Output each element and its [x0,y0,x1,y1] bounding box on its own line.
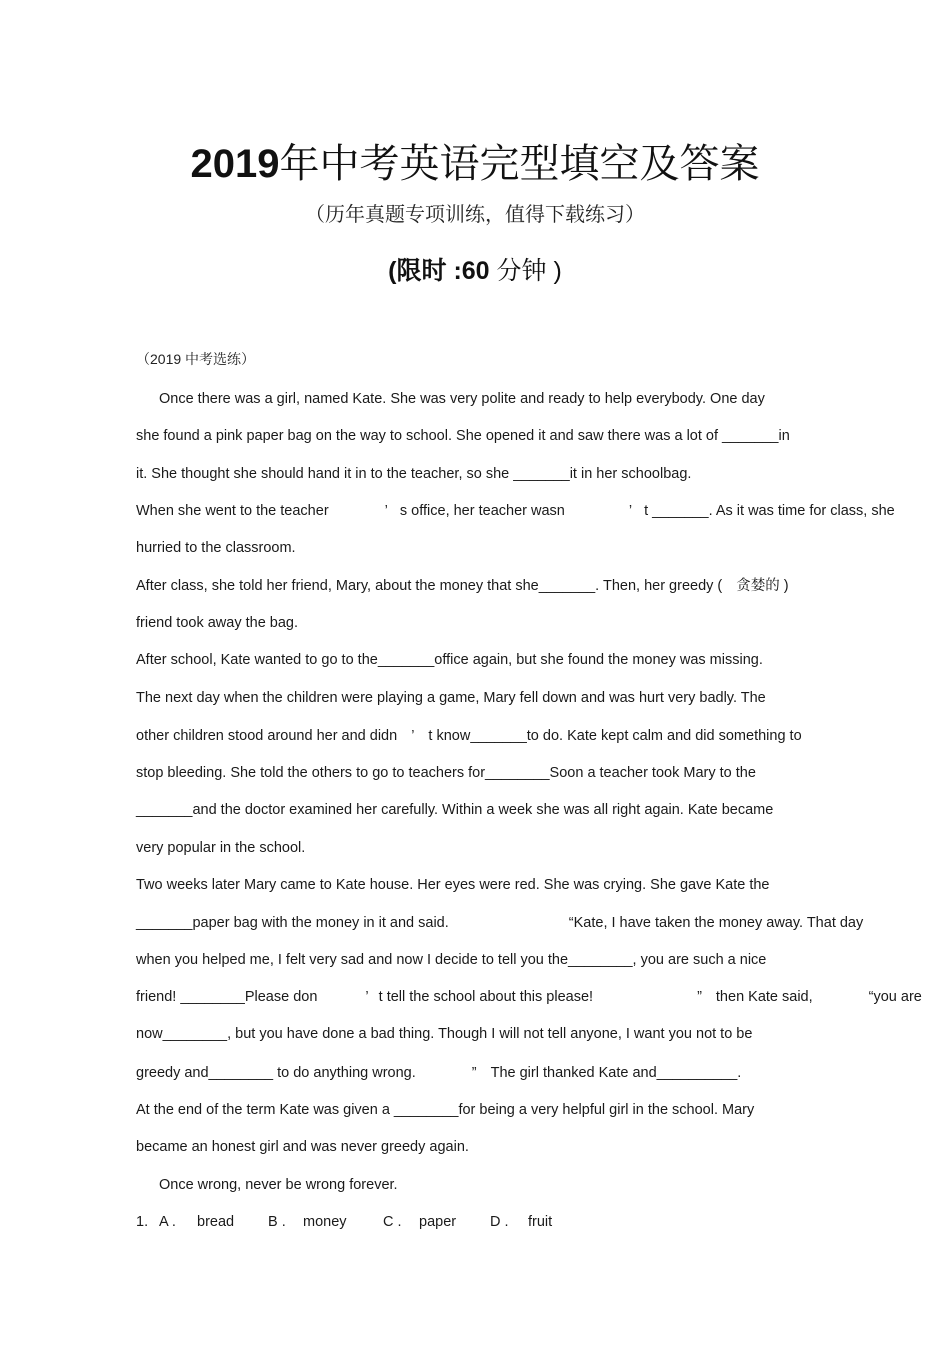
passage-line: At the end of the term Kate was given a ________for being a very helpful girl in the school. Mary [136,1102,755,1118]
passage-fragment: other children stood around her and didn [136,728,398,744]
closing-quote: ” [471,1065,477,1081]
question-number: 1. [136,1214,149,1230]
apostrophe: ’ [628,503,633,519]
time-limit-close: 分钟 ) [489,257,562,285]
passage-line: it. She thought she should hand it in to the teacher, so she _______it in her schoolbag. [136,466,692,482]
passage-line: stop bleeding. She told the others to go to teachers for________Soon a teacher took Mary to the [136,765,756,781]
passage-fragment: When she went to the teacher [136,503,329,519]
option-d-text: fruit [528,1214,553,1230]
question-1 [136,1212,552,1232]
chinese-gloss: 贪婪的 ) [736,578,789,594]
closing-quote: ” [697,989,702,1005]
passage-fragment: s office, her teacher wasn [399,503,565,519]
apostrophe: ’ [365,989,369,1005]
option-b-letter: B . [268,1214,286,1230]
passage-fragment: t know_______to do. Kate kept calm and did something to [428,728,802,744]
passage-line: friend took away the bag. [136,615,299,631]
passage-line [136,987,950,1007]
option-a-text: bread [197,1214,235,1230]
passage-line [136,913,863,933]
passage-fragment: After class, she told her friend, Mary, about the money that she_______. Then, her greedy ( [136,578,723,594]
passage-fragment: t tell the school about this please! [378,989,594,1005]
apostrophe: ’ [384,503,388,519]
passage-fragment: greedy and________ to do anything wrong. [136,1065,416,1081]
passage-line: Two weeks later Mary came to Kate house. Her eyes were red. She was crying. She gave Kate the [136,877,770,893]
passage-line: The next day when the children were playing a game, Mary fell down and was hurt very badly. The [136,690,766,706]
passage-line [136,1063,741,1083]
passage-line: she found a pink paper bag on the way to school. She opened it and saw there was a lot of _______in [136,428,790,444]
time-limit-value: :60 [453,257,490,285]
title-text: 年中考英语完型填空及答案 [279,142,760,186]
source-note: （2019 中考选练） [136,351,256,367]
passage-fragment: t _______. As it was time for class, she [644,503,895,519]
passage-fragment: _______paper bag with the money in it and said. [136,915,449,931]
option-b-text: money [303,1214,347,1230]
option-c-text: paper [419,1214,457,1230]
option-c-letter: C . [383,1214,402,1230]
time-limit [0,254,950,288]
passage-fragment: friend! ________Please don [136,989,318,1005]
passage-line [136,576,789,596]
passage-line: hurried to the classroom. [136,540,296,556]
passage-line [136,726,802,746]
passage-fragment: The girl thanked Kate and__________. [490,1065,742,1081]
passage-line: when you helped me, I felt very sad and now I decide to tell you the________, you are such a nice [136,952,767,968]
passage-line: very popular in the school. [136,840,306,856]
passage-line: After school, Kate wanted to go to the_______office again, but she found the money was missing. [136,652,763,668]
passage-fragment: then Kate said, [715,989,813,1005]
passage-line: now________, but you have done a bad thing. Though I will not tell anyone, I want you not to be [136,1026,753,1042]
title-year: 2019 [190,142,280,186]
passage-line [136,501,895,521]
passage-fragment: “Kate, I have taken the money away. That day [568,915,864,931]
page-subtitle: （历年真题专项训练，值得下载练习） [305,204,645,226]
passage-line: Once there was a girl, named Kate. She was very polite and ready to help everybody. One day [159,391,765,407]
option-a-letter: A . [159,1214,176,1230]
passage-fragment: “you are [868,989,922,1005]
page-title [0,140,950,188]
passage-line: became an honest girl and was never greedy again. [136,1139,469,1155]
option-d-letter: D . [490,1214,509,1230]
passage-line: _______and the doctor examined her carefully. Within a week she was all right again. Kate became [136,802,774,818]
time-limit-open: (限时 [388,257,454,285]
apostrophe: ’ [411,728,415,744]
passage-line: Once wrong, never be wrong forever. [159,1177,398,1193]
